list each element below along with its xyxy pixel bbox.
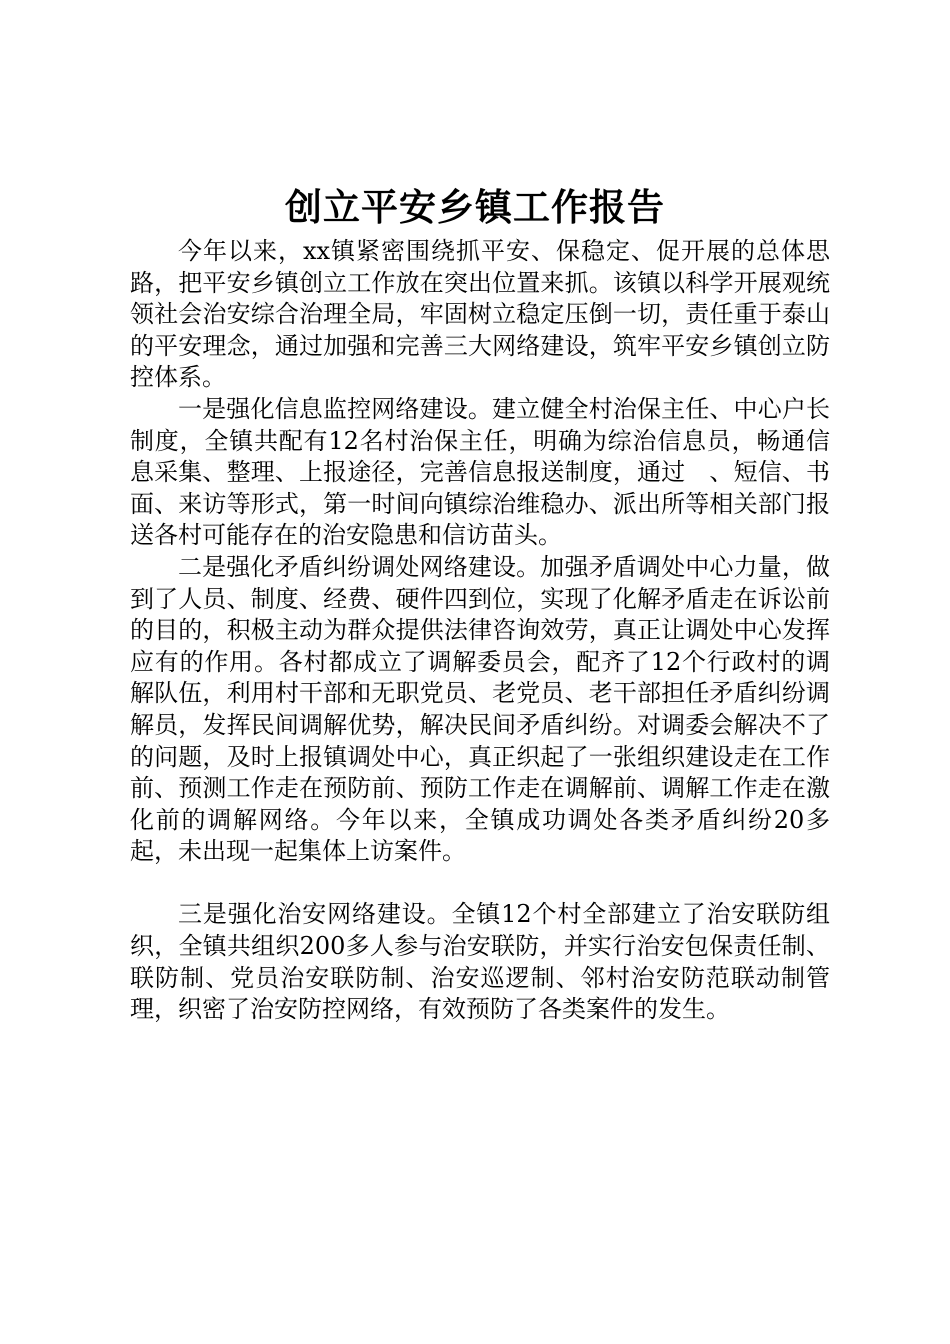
paragraph-information-network: 一是强化信息监控网络建设。建立健全村治保主任、中心户长制度，全镇共配有12名村治保主任，明确为综治信息员，畅通信息采集、整理、上报途径，完善信息报送制度，通过 、短信、书面、来访等形式，第一时间向镇综治维稳办、派出所等相关部门报送各村可能存在的治安隐患和信访苗头。 [130, 394, 830, 550]
paragraph-dispute-mediation: 二是强化矛盾纠纷调处网络建设。加强矛盾调处中心力量，做到了人员、制度、经费、硬件四到位，实现了化解矛盾走在诉讼前的目的，积极主动为群众提供法律咨询效劳，真正让调处中心发挥应有的作用。各村都成立了调解委员会，配齐了12个行政村的调解队伍，利用村干部和无职党员、老党员、老干部担任矛盾纠纷调解员，发挥民间调解优势，解决民间矛盾纠纷。对调委会解决不了的问题，及时上报镇调处中心，真正织起了一张组织建设走在工作前、预测工作走在预防前、预防工作走在调解前、调解工作走在激化前的调解网络。今年以来，全镇成功调处各类矛盾纠纷20多起，未出现一起集体上访案件。 [130, 552, 830, 866]
document-body [130, 236, 830, 1026]
paragraph-intro: 今年以来，xx镇紧密围绕抓平安、保稳定、促开展的总体思路，把平安乡镇创立工作放在突出位置来抓。该镇以科学开展观统领社会治安综合治理全局，牢固树立稳定压倒一切，责任重于泰山的平安理念，通过加强和完善三大网络建设，筑牢平安乡镇创立防控体系。 [130, 237, 830, 392]
paragraph-public-security: 三是强化治安网络建设。全镇12个村全部建立了治安联防组织，全镇共组织200多人参与治安联防，并实行治安包保责任制、联防制、党员治安联防制、治安巡逻制、邻村治安防范联动制管理，织密了治安防控网络，有效预防了各类案件的发生。 [130, 900, 830, 1024]
document-title: 创立平安乡镇工作报告 [285, 185, 665, 229]
